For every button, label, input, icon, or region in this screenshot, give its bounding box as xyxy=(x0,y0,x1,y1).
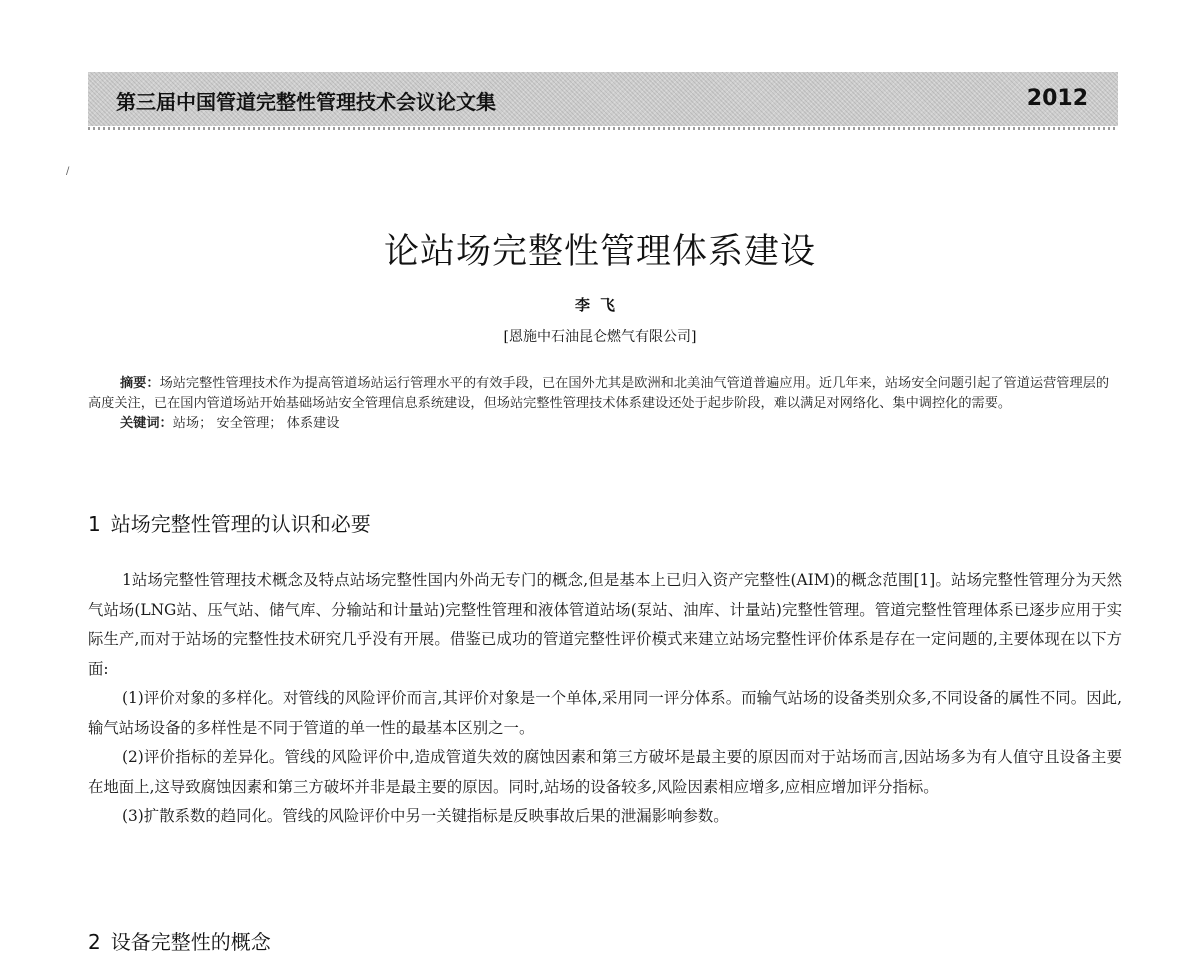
abstract-label: 摘要： xyxy=(120,376,160,391)
body-paragraph: (2)评价指标的差异化。管线的风险评价中,造成管道失效的腐蚀因素和第三方破坏是最主要的原因而对于站场而言,因站场多为有人值守且设备主要在地面上,这导致腐蚀因素和第三方破坏并非是最主要的原因。同时,站场的设备较多,风险因素相应增多,应相应增加评分指标。 xyxy=(88,748,1122,796)
scan-mark: / xyxy=(66,166,70,177)
body-paragraph: 1站场完整性管理技术概念及特点站场完整性国内外尚无专门的概念,但是基本上已归入资产完整性(AIM)的概念范围[1]。站场完整性管理分为天然气站场(LNG站、压气站、储气库、分输站和计量站)完整性管理和液体管道站场(泵站、油库、计量站)完整性管理。管道完整性管理体系已逐步应用于实际生产,而对于站场的完整性技术研究几乎没有开展。借鉴已成功的管道完整性评价模式来建立站场完整性评价体系是存在一定问题的,主要体现在以下方面: xyxy=(88,571,1122,678)
abstract-paragraph xyxy=(88,374,1120,414)
section-1-title: 站场完整性管理的认识和必要 xyxy=(110,512,371,536)
abstract-text: 场站完整性管理技术作为提高管道场站运行管理水平的有效手段，已在国外尤其是欧洲和北美油气管道普遍应用。近几年来，站场安全问题引起了管道运营管理层的高度关注，已在国内管道场站开始基础场站安全管理信息系统建设，但场站完整性管理技术体系建设还处于起步阶段，难以满足对网络化、集中调控化的需要。 xyxy=(88,376,1110,411)
proceedings-header-band xyxy=(88,72,1118,126)
section-1-heading xyxy=(88,508,371,537)
proceedings-title: 第三届中国管道完整性管理技术会议论文集 xyxy=(116,90,496,114)
proceedings-year: 2012 xyxy=(1026,86,1088,111)
paper-title: 论站场完整性管理体系建设 xyxy=(383,232,816,272)
body-paragraph: (3)扩散系数的趋同化。管线的风险评价中另一关键指标是反映事故后果的泄漏影响参数。 xyxy=(122,807,729,825)
author-name: 李飞 xyxy=(574,296,625,314)
author-affiliation: [恩施中石油昆仑燃气有限公司] xyxy=(503,329,697,345)
abstract-block xyxy=(88,374,1120,434)
section-2-number: 2 xyxy=(88,930,101,954)
keywords-label: 关键词： xyxy=(120,416,173,431)
section-1-number: 1 xyxy=(88,512,101,536)
section-1-body xyxy=(88,566,1122,832)
body-paragraph: (1)评价对象的多样化。对管线的风险评价而言,其评价对象是一个单体,采用同一评分体系。而输气站场的设备类别众多,不同设备的属性不同。因此,输气站场设备的多样性是不同于管道的单一性的最基本区别之一。 xyxy=(88,689,1122,737)
section-2-title: 设备完整性的概念 xyxy=(110,930,271,954)
keywords-text: 站场； 安全管理； 体系建设 xyxy=(172,416,340,431)
keywords-paragraph xyxy=(88,414,1120,434)
